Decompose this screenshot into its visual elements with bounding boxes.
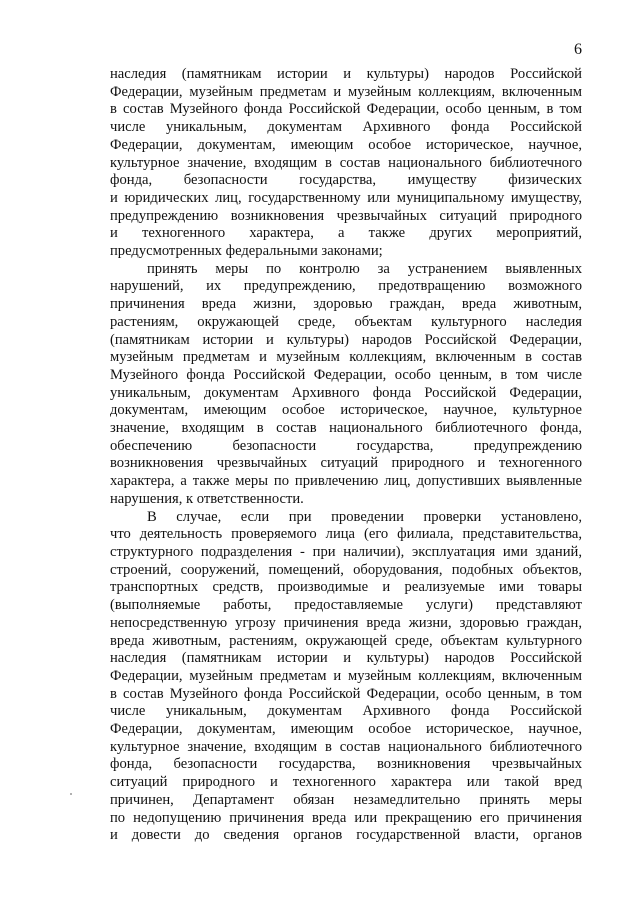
text-line: Федерации, музейным предметам и музейным коллекциям, включенным: [110, 667, 582, 684]
text-line: и юридических лиц, государственному или муниципальному имуществу,: [110, 189, 582, 206]
paragraph: [110, 509, 582, 845]
text-line: обеспечению безопасности государства, предупреждению: [110, 437, 582, 454]
text-line: и довести до сведения органов государственной власти, органов: [110, 827, 582, 844]
text-line: растениям, окружающей среде, объектам культурного наследия: [110, 313, 582, 330]
text-line: в состав Музейного фонда Российской Федерации, особо ценным, в том: [110, 685, 582, 702]
paragraph: [110, 261, 582, 509]
text-line: числе уникальным, документам Архивного фонда Российской: [110, 119, 582, 136]
text-line: В случае, если при проведении проверки установлено,: [147, 508, 582, 525]
text-line: непосредственную угрозу причинения вреда жизни, здоровью граждан,: [110, 614, 582, 631]
scan-artifact-dot: [70, 793, 72, 795]
text-line: нарушений, их предупреждению, предотвращению возможного: [110, 278, 582, 295]
text-line: Музейного фонда Российской Федерации, особо ценным, в том числе: [110, 366, 582, 383]
text-line: культурное значение, входящим в состав национального библиотечного: [110, 738, 582, 755]
text-line: характера, а также меры по привлечению лиц, допустивших выявленные: [110, 473, 582, 490]
text-line: ситуаций природного и техногенного характера или такой вред: [110, 774, 582, 791]
paragraph: [110, 66, 582, 261]
text-line: что деятельность проверяемого лица (его филиала, представительства,: [110, 526, 582, 543]
text-line: числе уникальным, документам Архивного фонда Российской: [110, 703, 582, 720]
text-line: Федерации, музейным предметам и музейным коллекциям, включенным: [110, 83, 582, 100]
text-line: нарушения, к ответственности.: [110, 490, 304, 507]
text-line: наследия (памятникам истории и культуры) народов Российской: [110, 650, 582, 667]
text-line: наследия (памятникам истории и культуры) народов Российской: [110, 66, 582, 82]
text-line: возникновения чрезвычайных ситуаций природного и техногенного: [110, 455, 582, 472]
text-line: причинения вреда жизни, здоровью граждан, вреда животным,: [110, 296, 582, 313]
text-line: строений, сооружений, помещений, оборудования, подобных объектов,: [110, 561, 582, 578]
text-line: фонда, безопасности государства, возникновения чрезвычайных: [110, 756, 582, 773]
text-line: (памятникам истории и культуры) народов Российской Федерации,: [110, 331, 582, 348]
text-line: по недопущению причинения вреда или прекращению его причинения: [110, 809, 582, 826]
text-line: предупреждению возникновения чрезвычайных ситуаций природного: [110, 207, 582, 224]
document-body: [110, 66, 582, 845]
text-line: и техногенного характера, а также других мероприятий,: [110, 225, 582, 242]
text-line: принять меры по контролю за устранением выявленных: [147, 260, 582, 277]
text-line: вреда животным, растениям, окружающей среде, объектам культурного: [110, 632, 582, 649]
page-number: 6: [574, 41, 582, 58]
text-line: Федерации, документам, имеющим особое историческое, научное,: [110, 136, 582, 153]
text-line: культурное значение, входящим в состав национального библиотечного: [110, 154, 582, 171]
text-line: структурного подразделения - при наличии), эксплуатация ими зданий,: [110, 543, 582, 560]
text-line: уникальным, документам Архивного фонда Российской Федерации,: [110, 384, 582, 401]
text-line: документам, имеющим особое историческое, научное, культурное: [110, 402, 582, 419]
text-line: в состав Музейного фонда Российской Федерации, особо ценным, в том: [110, 101, 582, 118]
text-line: (выполняемые работы, предоставляемые услуги) представляют: [110, 597, 582, 614]
text-line: значение, входящим в состав национального библиотечного фонда,: [110, 420, 582, 437]
text-line: фонда, безопасности государства, имуществу физических: [110, 172, 582, 189]
text-line: Федерации, документам, имеющим особое историческое, научное,: [110, 721, 582, 738]
text-line: причинен, Департамент обязан незамедлительно принять меры: [110, 791, 582, 808]
text-line: транспортных средств, производимые и реализуемые ими товары: [110, 579, 582, 596]
text-line: предусмотренных федеральными законами;: [110, 243, 383, 260]
text-line: музейным предметам и музейным коллекциям, включенным в состав: [110, 349, 582, 366]
